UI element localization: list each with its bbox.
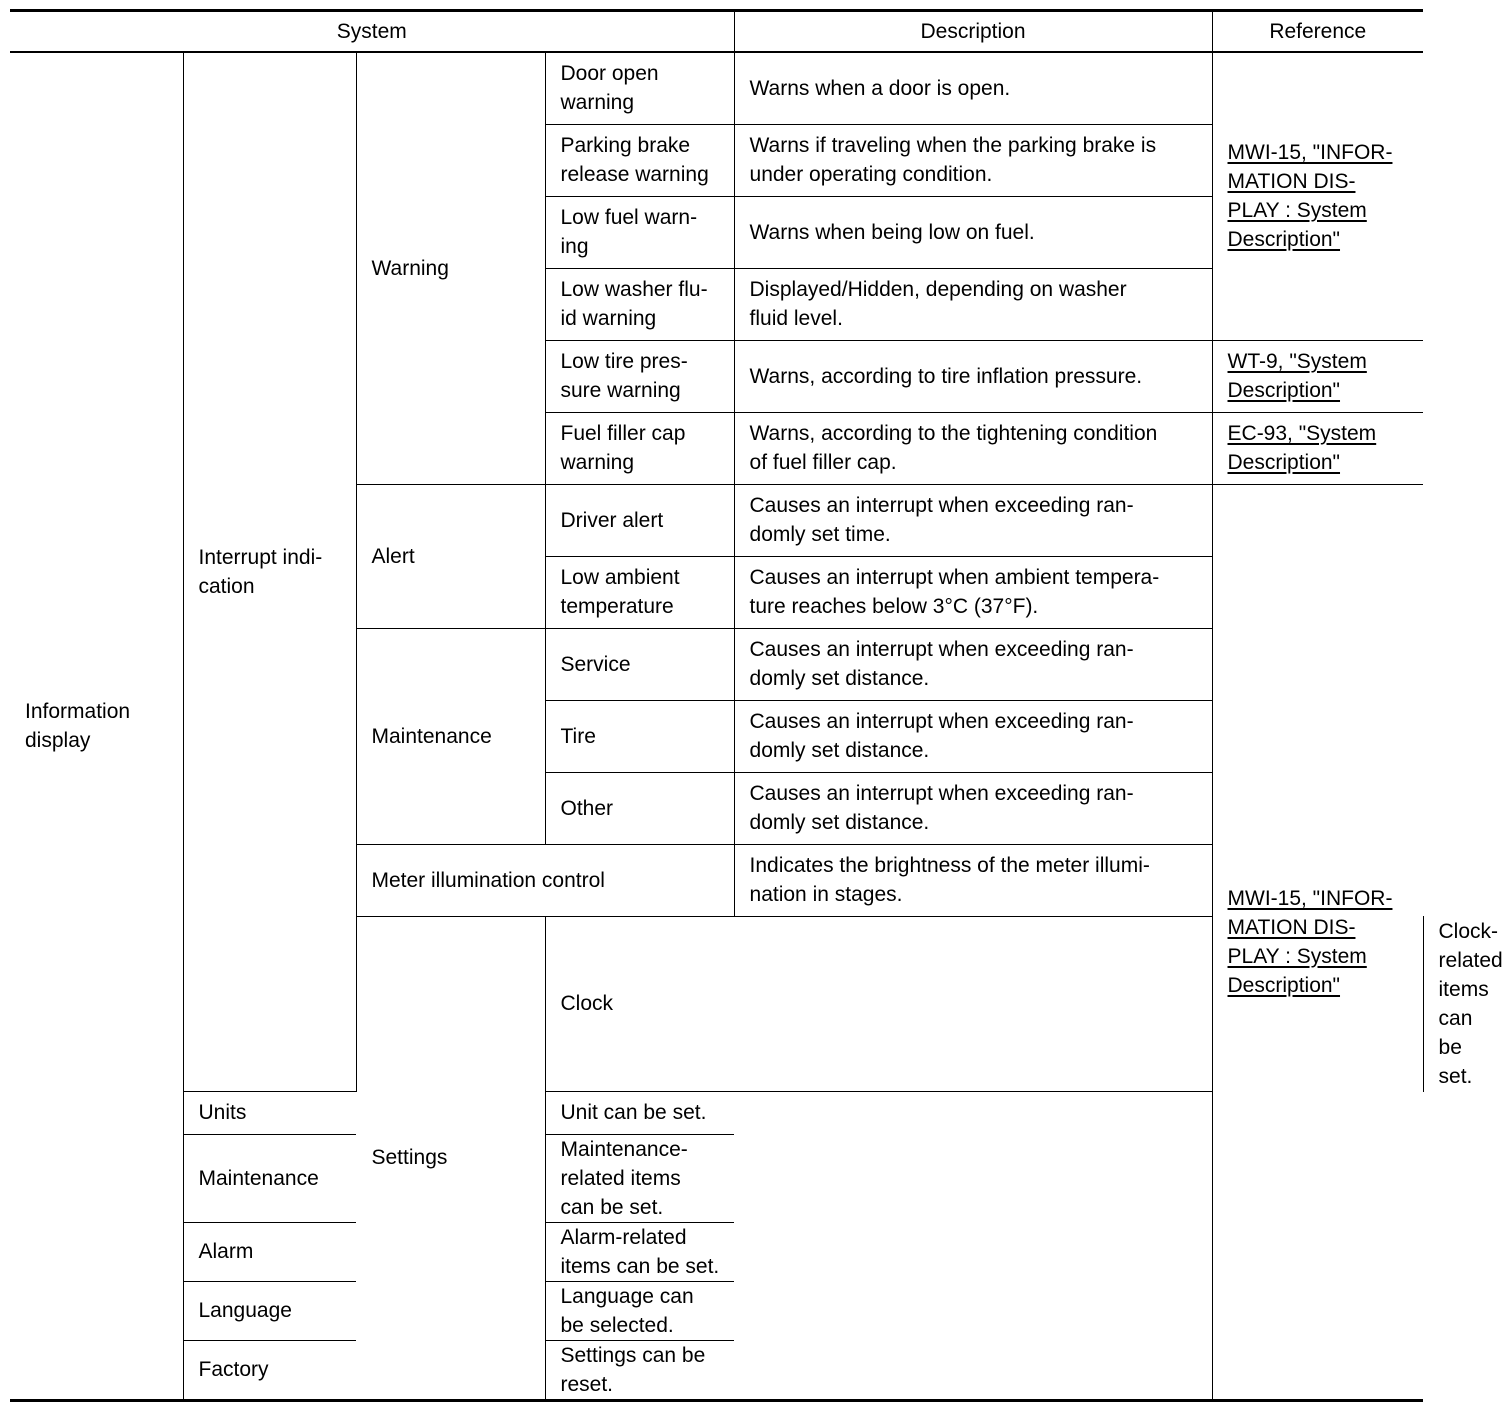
reference-wt[interactable] <box>1212 340 1423 412</box>
item-name: Factory <box>183 1340 545 1400</box>
item-description: Displayed/Hidden, depending on washer fluid level. <box>734 268 1212 340</box>
item-name: Clock <box>545 916 1212 1091</box>
item-name: Units <box>183 1091 545 1134</box>
system-description-table <box>10 9 1503 1402</box>
item-description: Warns, according to tire inflation pressure. <box>734 340 1212 412</box>
item-name: Alarm <box>183 1222 545 1281</box>
warning-group-cell: Warning <box>356 52 545 484</box>
item-description: Unit can be set. <box>545 1091 734 1134</box>
item-description: Causes an interrupt when exceeding ran- domly set time. <box>734 484 1212 556</box>
item-description: Settings can be reset. <box>545 1340 734 1400</box>
item-description: Causes an interrupt when ambient tempera- ture reaches below 3°C (37°F). <box>734 556 1212 628</box>
item-description: Alarm-related items can be set. <box>545 1222 734 1281</box>
item-description: Warns when a door is open. <box>734 52 1212 124</box>
item-description: Causes an interrupt when exceeding ran- domly set distance. <box>734 772 1212 844</box>
item-name: Fuel filler cap warning <box>545 412 734 484</box>
item-name: Low fuel warn- ing <box>545 196 734 268</box>
item-name: Low ambient temperature <box>545 556 734 628</box>
reference-mwi-alert[interactable] <box>1212 484 1423 1400</box>
item-description: Indicates the brightness of the meter illumi- nation in stages. <box>734 844 1212 916</box>
item-description: Warns, according to the tightening condition of fuel filler cap. <box>734 412 1212 484</box>
item-name: Service <box>545 628 734 700</box>
header-row <box>10 11 1423 53</box>
header-description: Description <box>734 11 1212 53</box>
reference-link[interactable]: MWI-15, "INFOR- MATION DIS- PLAY : System Description" <box>1227 141 1393 252</box>
reference-link[interactable]: EC-93, "System Description" <box>1227 422 1377 474</box>
item-name: Door open warning <box>545 52 734 124</box>
alert-group-cell: Alert <box>356 484 545 628</box>
item-name: Tire <box>545 700 734 772</box>
item-name: Low washer flu- id warning <box>545 268 734 340</box>
item-name: Maintenance <box>183 1134 545 1222</box>
header-system: System <box>10 11 734 53</box>
item-name: Language <box>183 1281 545 1340</box>
item-description: Warns when being low on fuel. <box>734 196 1212 268</box>
reference-link[interactable]: MWI-15, "INFOR- MATION DIS- PLAY : System Description" <box>1227 886 1393 997</box>
item-description: Language can be selected. <box>545 1281 734 1340</box>
item-description: Causes an interrupt when exceeding ran- domly set distance. <box>734 628 1212 700</box>
item-description: Causes an interrupt when exceeding ran- domly set distance. <box>734 700 1212 772</box>
table-row: Settings Clock Clock-related items can be set. <box>10 916 1423 1091</box>
reference-link[interactable]: WT-9, "System Description" <box>1227 350 1367 402</box>
maintenance-group-cell: Maintenance <box>356 628 545 844</box>
header-reference: Reference <box>1212 11 1423 53</box>
item-description: Maintenance-related items can be set. <box>545 1134 734 1222</box>
settings-group-cell: Settings <box>356 916 545 1400</box>
table-row <box>10 52 1423 124</box>
item-name: Meter illumination control <box>356 844 734 916</box>
item-name: Other <box>545 772 734 844</box>
reference-ec[interactable] <box>1212 412 1423 484</box>
reference-mwi-warning[interactable] <box>1212 52 1423 340</box>
interrupt-indication-cell: Interrupt indi- cation <box>183 52 356 1091</box>
item-name: Low tire pres- sure warning <box>545 340 734 412</box>
information-display-cell: Information display <box>10 52 183 1400</box>
item-description: Warns if traveling when the parking brake is under operating condition. <box>734 124 1212 196</box>
item-name: Parking brake release warning <box>545 124 734 196</box>
item-name: Driver alert <box>545 484 734 556</box>
